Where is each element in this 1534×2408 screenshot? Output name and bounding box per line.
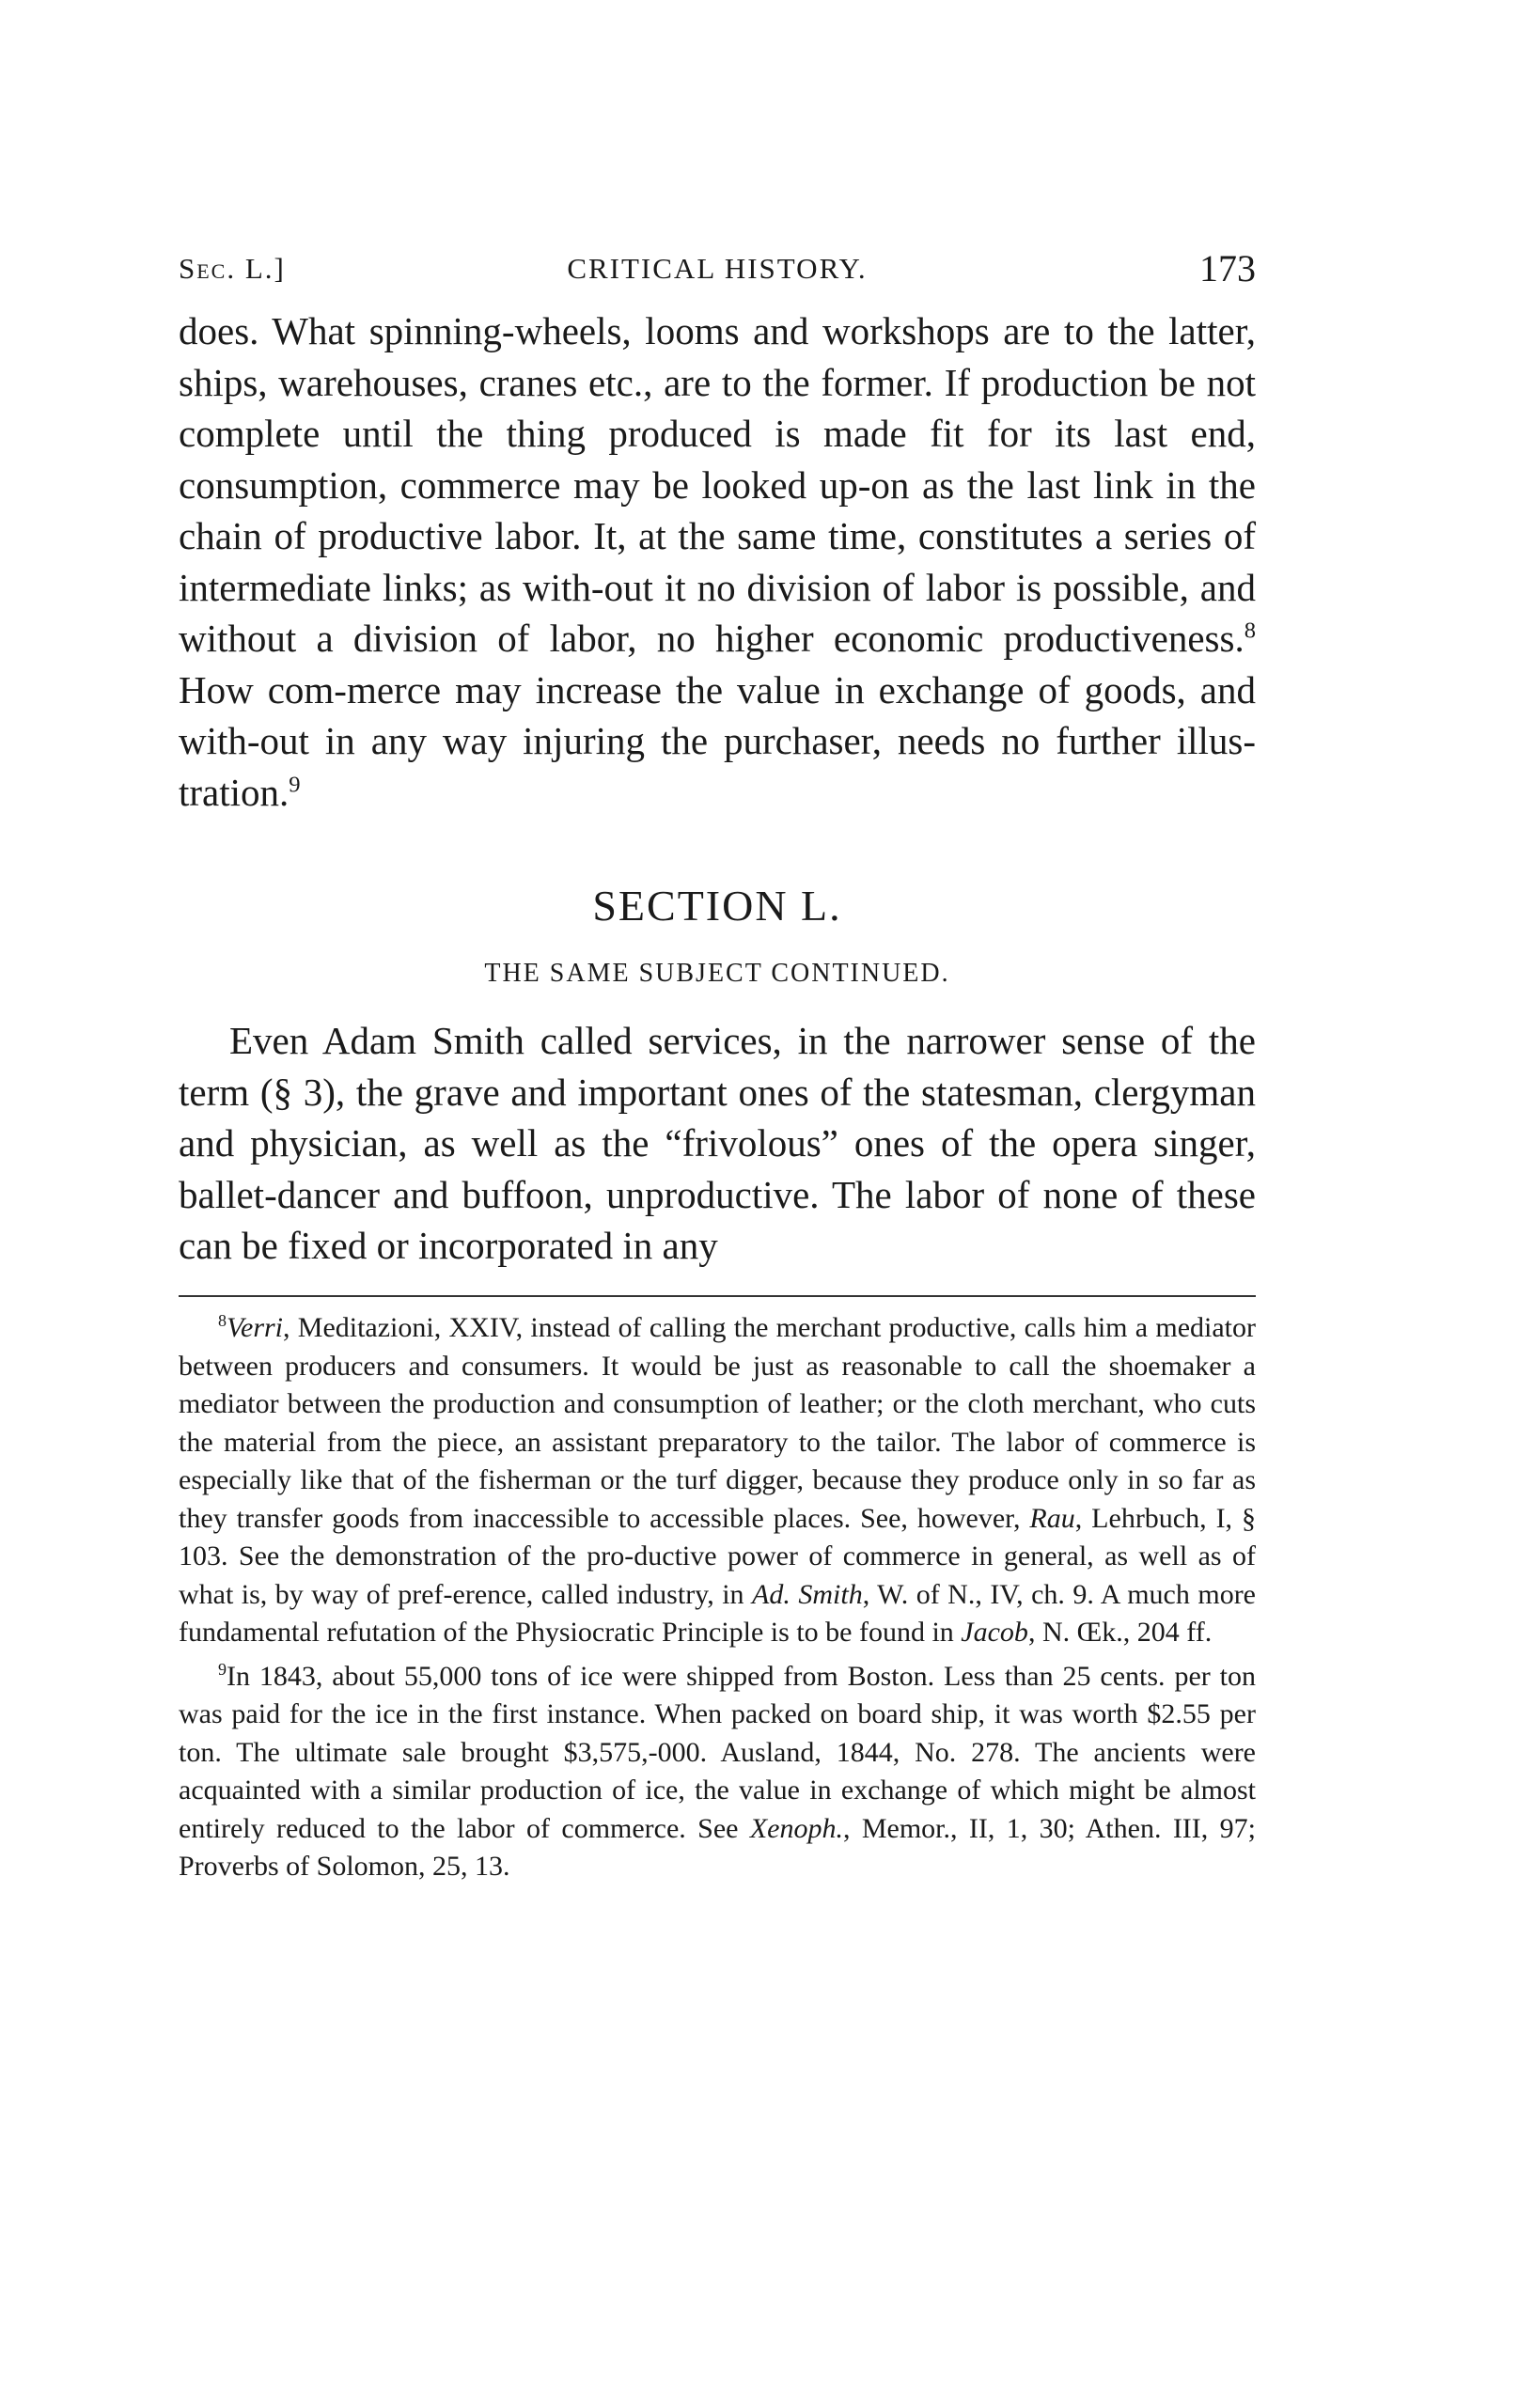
footnote-9 <box>179 1658 1256 1886</box>
paragraph-text: How com-merce may increase the value in exchange of goods, and with-out in any way injuring the purchaser, needs no further illus-tration. <box>179 667 1256 814</box>
author-name: Ad. Smith <box>752 1578 863 1610</box>
paragraph-continued <box>179 305 1256 818</box>
running-title: CRITICAL HISTORY. <box>567 252 868 285</box>
footnote-ref-9: 9 <box>289 771 301 797</box>
footnote-mark: 9 <box>218 1659 227 1679</box>
footnote-divider <box>179 1295 1256 1297</box>
paragraph-text: does. What spinning-wheels, looms and workshops are to the latter, ships, warehouses, cranes etc., are to the former. If production be not complete until the thing produced is made fit for its last end, consumption, commerce may be looked up-on as the last link in the chain of productive labor. It, at the same time, constitutes a series of intermediate links; as with-out it no division of labor is possible, and without a division of labor, no higher economic productiveness. <box>179 309 1256 660</box>
running-head <box>179 246 1256 303</box>
author-name: Verri <box>227 1312 283 1343</box>
footnote-text: , N. Œk., 204 ff. <box>1027 1617 1213 1648</box>
footnote-ref-8: 8 <box>1244 618 1256 644</box>
section-title: SECTION L. <box>592 882 842 930</box>
footnote-text: , Lehrbuch, I, § 103. See the demonstration of the pro-ductive power of commerce in general, as well as of what is, by way of pref-erence, called industry, in <box>179 1502 1256 1610</box>
page-number: 173 <box>1199 247 1256 289</box>
footnote-mark: 8 <box>218 1311 227 1330</box>
footnote-text: , W. of N., IV, ch. 9. A much more fundamental refutation of the Physiocratic Principle is to be found in <box>179 1578 1256 1648</box>
paragraph: Even Adam Smith called services, in the narrower sense of the term (§ 3), the grave and important ones of the statesman, clergyman and physician, as well as the “frivolous” ones of the opera singer, ballet-dancer and buffoon, unproductive. The labor of none of these can be fixed or incorporated in any <box>179 1019 1256 1267</box>
footnotes <box>179 1309 1256 1892</box>
author-name: Jacob <box>961 1617 1028 1648</box>
footnote-8 <box>179 1309 1256 1652</box>
footnote-text: In 1843, about 55,000 tons of ice were shipped from Boston. Less than 25 cents. per ton was paid for the ice in the first instance. When packed on board ship, it was worth $2.55 per ton. The ultimate sale brought $3,575,-000. Ausland, 1844, No. 278. The ancients were acquainted with a similar production of ice, the value in exchange of which might be almost entirely reduced to the labor of commerce. See <box>179 1660 1256 1844</box>
author-name: Rau <box>1029 1502 1075 1534</box>
section-reference: Sec. L.] <box>179 252 286 285</box>
author-name: Xenoph. <box>749 1812 843 1844</box>
footnote-text: , Meditazioni, XXIV, instead of calling the merchant productive, calls him a mediator between producers and consumers. It would be just as reasonable to call the shoemaker a mediator between the production and consumption of leather; or the cloth merchant, who cuts the material from the piece, an assistant preparatory to the tailor. The labor of commerce is especially like that of the fisherman or the turf digger, because they produce only in so far as they transfer goods from inaccessible to accessible places. See, however, <box>179 1312 1256 1534</box>
footnote-text: , Memor., II, 1, 30; Athen. III, 97; Proverbs of Solomon, 25, 13. <box>179 1812 1256 1882</box>
section-subtitle: THE SAME SUBJECT CONTINUED. <box>484 959 950 988</box>
main-text <box>179 305 1256 1272</box>
